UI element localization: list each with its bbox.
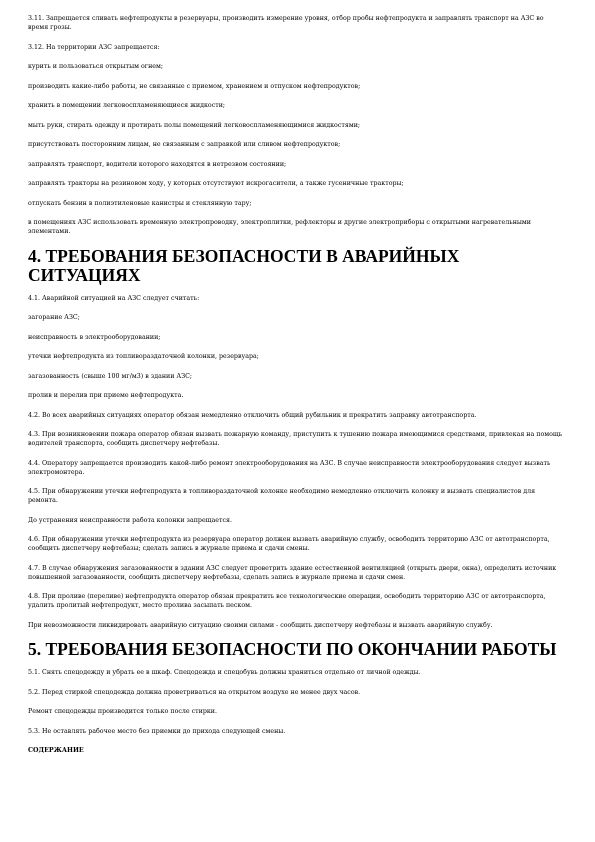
paragraph: 4.3. При возникновении пожара оператор обязан вызвать пожарную команду, приступить к тушению пожара имеющимися средствами, привлекая на помощь водителей транспорта, сообщить диспетчеру нефтебазы.: [28, 431, 563, 447]
paragraph: Ремонт спецодежды производится только после стирки.: [28, 708, 218, 715]
paragraph: 4.2. Во всех аварийных ситуациях оператор обязан немедленно отключить общий рубильник и прекратить заправку автотранспорта.: [28, 411, 477, 419]
paragraph: 4.6. При обнаружении утечки нефтепродукта из резервуара оператор должен вызвать аварийную службу, освободить территорию АЗС от автотранспорта, сообщить диспетчеру нефтебазы; сделать запись в журнале приема и сдачи смены.: [28, 536, 550, 552]
paragraph: производить какие-либо работы, не связанные с приемом, хранением и отпуском нефтепродуктов;: [28, 82, 361, 90]
paragraph: мыть руки, стирать одежду и протирать полы помещений легковоспламеняющимися жидкостями;: [28, 121, 361, 129]
paragraph: неисправность в электрооборудовании;: [28, 333, 161, 341]
paragraph: заправлять транспорт, водители которого находятся в нетрезвом состоянии;: [28, 160, 287, 168]
paragraph: хранить в помещении легковоспламеняющиеся жидкости;: [28, 102, 226, 109]
paragraph: заправлять тракторы на резиновом ходу, у которых отсутствуют искрогасители, а также гусеничные тракторы;: [28, 180, 404, 187]
paragraph: курить и пользоваться открытым огнем;: [28, 63, 164, 70]
table-of-contents-link[interactable]: СОДЕРЖАНИЕ: [28, 747, 84, 754]
paragraph: утечки нефтепродукта из топливораздаточной колонки, резервуара;: [28, 353, 259, 360]
document-page: [28, 14, 564, 755]
section-5-body: [28, 668, 564, 736]
paragraph: отпускать бензин в полиэтиленовые канистры и стеклянную тару;: [28, 199, 252, 207]
paragraph: загазованность (свыше 100 мг/м3) в здании АЗС;: [28, 372, 193, 380]
paragraph: До устранения неисправности работа колонки запрещается.: [28, 516, 232, 524]
paragraph: пролив и перелив при приеме нефтепродукта.: [28, 392, 184, 399]
paragraph: в помещениях АЗС использовать временную электропроводку, электроплитки, рефлекторы и другие электроприборы с открытыми нагревательными элементами.: [28, 219, 532, 235]
section-5-heading: 5. ТРЕБОВАНИЯ БЕЗОПАСНОСТИ ПО ОКОНЧАНИИ РАБОТЫ: [28, 639, 557, 659]
paragraph: 4.1. Аварийной ситуацией на АЗС следует считать:: [28, 294, 200, 302]
section-3-tail: [28, 14, 564, 236]
paragraph: 4.8. При проливе (переливе) нефтепродукта оператор обязан прекратить все технологические операции, освободить территорию АЗС от автотранспорта, удалить пролитый нефтепродукт, место пролива засыпать песком.: [28, 593, 546, 609]
paragraph: 4.5. При обнаружении утечки нефтепродукта в топливораздаточной колонке необходимо немедленно отключить колонку и вызвать специалистов для ремонта.: [28, 488, 536, 504]
paragraph: загорание АЗС;: [28, 314, 80, 321]
paragraph: 5.1. Снять спецодежду и убрать ее в шкаф. Спецодежда и спецобувь должны храниться отдельно от личной одежды.: [28, 669, 421, 676]
section-4-heading: 4. ТРЕБОВАНИЯ БЕЗОПАСНОСТИ В АВАРИЙНЫХ СИТУАЦИЯХ: [28, 245, 460, 285]
paragraph: 5.3. Не оставлять рабочее место без приемки до прихода следующей смены.: [28, 727, 286, 735]
paragraph: При невозможности ликвидировать аварийную ситуацию своими силами - сообщить диспетчеру нефтебазы и вызвать аварийную службу.: [28, 621, 493, 629]
paragraph: присутствовать посторонним лицам, не связанным с заправкой или сливом нефтепродуктов;: [28, 141, 341, 148]
paragraph: 5.2. Перед стиркой спецодежда должна проветриваться на открытом воздухе не менее двух часов.: [28, 688, 361, 696]
section-4-body: [28, 294, 564, 630]
paragraph: 3.11. Запрещается сливать нефтепродукты в резервуары, производить измерение уровня, отбор пробы нефтепродукта и заправлять транспорт на АЗС во время грозы.: [28, 15, 544, 31]
paragraph: 3.12. На территории АЗС запрещается:: [28, 43, 160, 51]
paragraph: 4.4. Оператору запрещается производить какой-либо ремонт электрооборудования на АЗС. В случае неисправности электрооборудования следует вызвать электромонтера.: [28, 459, 551, 476]
paragraph: 4.7. В случае обнаружения загазованности в здании АЗС следует проветрить здание естественной вентиляцией (открыть двери, окна), определить источник повышенной загазованности, сообщить диспетчеру нефтебазы, сделать запись в журнале приема и сдачи смен.: [28, 564, 557, 581]
